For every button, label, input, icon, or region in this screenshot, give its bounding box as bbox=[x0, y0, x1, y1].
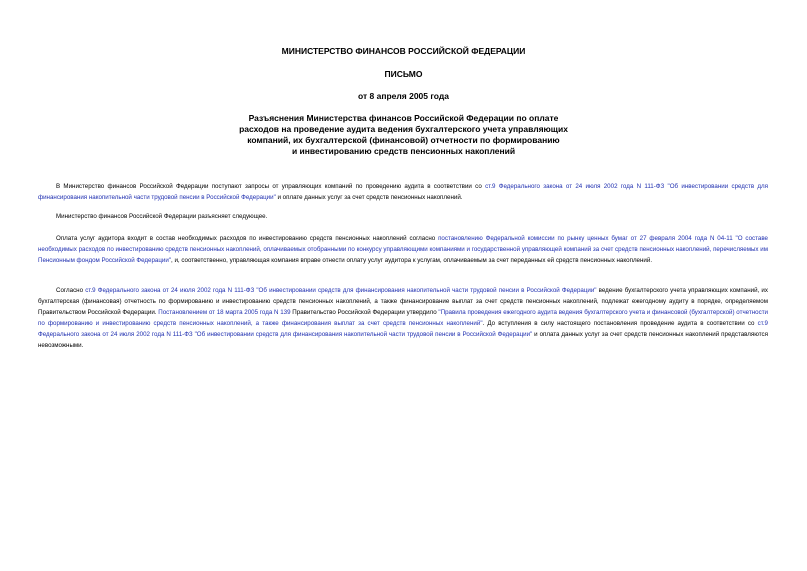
fkcb-resolution-link[interactable]: постановлению Федеральной комиссии по рынку ценных бумаг от 27 февраля 2004 года N 04-11 "О составе необходимых расходов по инвестированию средств пенсионных накоплений, оплачиваемых отобранными по конкурсу управляющими компаниями и государственной управляющей компаний за счет средств пенсионных накоплений, перечисляемых им Пенсионным фондом Российской Федерации" bbox=[38, 235, 768, 264]
subject-line: расходов на проведение аудита ведения бухгалтерского учета управляющих bbox=[239, 124, 568, 134]
law-link-art9[interactable]: ст.9 Федерального закона от 24 июля 2002 года N 111-ФЗ "Об инвестировании средств для финансирования накопительной части трудовой пенсии в Российской Федерации" bbox=[38, 183, 769, 201]
document-type: ПИСЬМО bbox=[384, 69, 423, 79]
paragraph-text: и оплате данных услуг за счет средств пенсионных накоплений. bbox=[275, 194, 463, 201]
paragraph-text: ведение бухгалтерского учета управляющих компаний, их бухгалтерская (финансовая) отчетность по формированию и инвестированию средств пенсионных накоплений, а также финансирование выплат за счет средств пенсионных накоплений, подлежат ежегодному аудиту в порядке, определяемом Правительством Российской Федерации. bbox=[38, 287, 768, 316]
paragraph-text: и оплата данных услуг за счет средств пенсионных накоплений представляются невозможными. bbox=[38, 331, 768, 349]
paragraph-1 bbox=[38, 181, 768, 203]
ministry-title: МИНИСТЕРСТВО ФИНАНСОВ РОССИЙСКОЙ ФЕДЕРАЦИИ bbox=[281, 46, 526, 56]
law-link-art9[interactable]: ст.9 Федерального закона от 24 июля 2002 года N 111-ФЗ "Об инвестировании средств для финансирования накопительной части трудовой пенсии в Российской Федерации" bbox=[38, 320, 768, 338]
paragraph-text: Согласно bbox=[56, 287, 86, 294]
audit-rules-link[interactable]: "Правила проведения ежегодного аудита ведения бухгалтерского учета и финансовой (бухгалтерской) отчетности по формированию и инвестированию средств пенсионных накоплений, а также финансирования выплат за счет средств пенсионных накоплений" bbox=[38, 309, 768, 327]
paragraph-text: В Министерство финансов Российской Федерации поступают запросы от управляющих компаний по проведению аудита в соответствии со bbox=[56, 183, 486, 190]
paragraph-text: Оплата услуг аудитора входит в состав необходимых расходов по инвестированию средств пенсионных накоплений согласно bbox=[56, 235, 439, 242]
subject-line: Разъяснения Министерства финансов Российской Федерации по оплате bbox=[248, 113, 559, 123]
law-link-art9[interactable]: ст.9 Федерального закона от 24 июля 2002 года N 111-ФЗ "Об инвестировании средств для финансирования накопительной части трудовой пенсии в Российской Федерации" bbox=[85, 287, 597, 294]
paragraph-4 bbox=[38, 285, 768, 351]
subject-line: компаний, их бухгалтерской (финансовой) отчетности по формированию bbox=[247, 135, 560, 145]
paragraph-text: . До вступления в силу настоящего постановления проведение аудита в соответствии со bbox=[482, 320, 758, 327]
paragraph-text: , и, соответственно, управляющая компания вправе отнести оплату услуг аудитора к услугам, оплачиваемым за счет переданных ей средств пенсионных накоплений. bbox=[171, 257, 653, 264]
paragraph-2 bbox=[38, 211, 768, 222]
paragraph-text: Правительство Российской Федерации утвердило bbox=[290, 309, 439, 316]
document-date: от 8 апреля 2005 года bbox=[358, 91, 449, 101]
government-resolution-link[interactable]: Постановлением от 18 марта 2005 года N 139 bbox=[158, 309, 291, 316]
subject-line: и инвестированию средств пенсионных накоплений bbox=[291, 146, 516, 156]
document-subject bbox=[0, 113, 807, 157]
paragraph-3 bbox=[38, 233, 768, 266]
paragraph-text: Министерство финансов Российской Федерации разъясняет следующее. bbox=[56, 213, 268, 220]
